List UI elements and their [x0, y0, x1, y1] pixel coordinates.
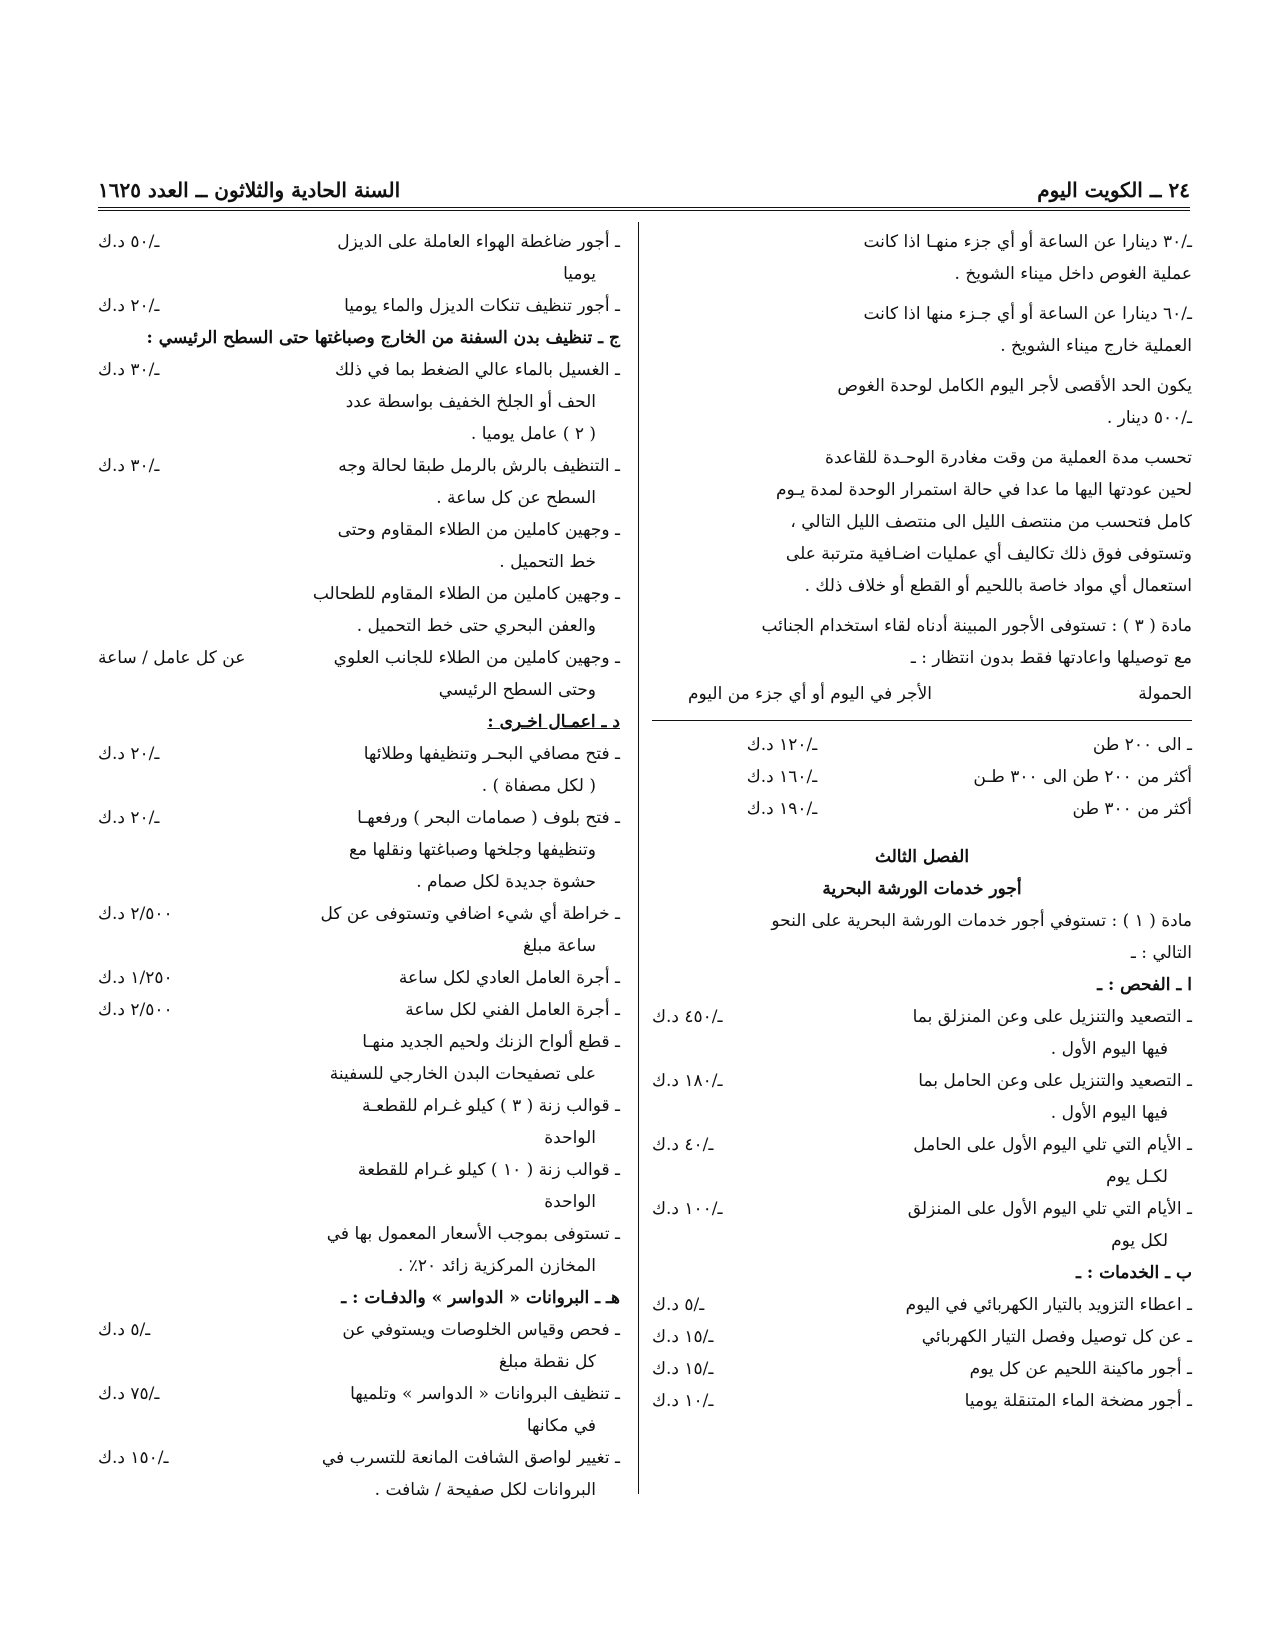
list-item: ـ/٢٠ د.ك ـ فتح مصافي البحـر وتنظيفها وطلائها ( لكل مصفاة ) .	[98, 744, 620, 796]
list-item: ـ قطع ألواح الزنك ولحيم الجديد منهـا على تصفيحات البدن الخارجي للسفينة	[329, 1032, 620, 1084]
duration-paragraph: تحسب مدة العملية من وقت مغادرة الوحـدة للقاعدة لحين عودتها اليها ما عدا في حالة استمرار الوحدة لمدة يـوم كامل فتحسب من منتصف الليل الى منتصف الليل التالي ، وتستوفى فوق ذلك تكاليف أي عمليات اضـافية مترتبة على استعمال أي مواد خاصة باللحيم أو القطع أو خلاف ذلك .	[775, 448, 1192, 596]
list-item: ـ/١٥ د.ك ـ أجور ماكينة اللحيم عن كل يوم	[652, 1359, 1192, 1379]
list-item: ـ قوالب زنة ( ٣ ) كيلو غـرام للقطعـة الواحدة	[362, 1096, 620, 1148]
column-divider	[638, 222, 639, 1494]
section-a-heading: ا ـ الفحص : ـ	[1097, 975, 1192, 995]
section-e-heading: هـ ـ البروانات « الدواسر » والدفـات : ـ	[341, 1288, 620, 1308]
list-item: ـ/٥٠ د.ك ـ أجور ضاغطة الهواء العاملة على الديزل يوميا	[98, 232, 620, 284]
list-item: ـ/١٠٠ د.ك ـ الأيام التي تلي اليوم الأول على المنزلق لكل يوم	[652, 1199, 1192, 1251]
list-item: ١/٢٥٠ د.ك ـ أجرة العامل العادي لكل ساعة	[98, 968, 620, 988]
barge-table-header	[652, 678, 1192, 710]
list-item: ٢/٥٠٠ د.ك ـ أجرة العامل الفني لكل ساعة	[98, 1000, 620, 1020]
list-item: ـ وجهين كاملين من الطلاء المقاوم للطحالب والعفن البحري حتى خط التحميل .	[312, 584, 620, 636]
header-rule	[98, 207, 1190, 211]
list-item: ـ/٢٠ د.ك ـ فتح بلوف ( صمامات البحر ) ورفعهـا وتنظيفها وجلخها وصباغتها ونقلها مع حشوة جديدة لكل صمام .	[98, 808, 620, 892]
issue-info: السنة الحادية والثلاثون ــ العدد ١٦٢٥	[98, 178, 401, 202]
list-item: ـ/٤٠ د.ك ـ الأيام التي تلي اليوم الأول على الحامل لكـل يوم	[652, 1135, 1192, 1187]
list-item: ـ/٥ د.ك ـ اعطاء التزويد بالتيار الكهربائي في اليوم	[652, 1295, 1192, 1315]
section-b-heading: ب ـ الخدمات : ـ	[1075, 1263, 1192, 1283]
table-col-fee: الأجر في اليوم أو أي جزء من اليوم	[687, 684, 932, 704]
page-title: ٢٤ ــ الكويت اليوم	[1037, 178, 1190, 202]
diving-max-rate: يكون الحد الأقصى لأجر اليوم الكامل لوحدة الغوص ـ/٥٠٠ دينار .	[837, 376, 1192, 428]
left-column	[98, 226, 620, 1506]
chapter-subtitle: أجور خدمات الورشة البحرية	[822, 879, 1022, 899]
chapter-title: الفصل الثالث	[874, 847, 970, 867]
table-rule	[652, 720, 1192, 721]
list-item: ـ/٣٠ د.ك ـ التنظيف بالرش بالرمل طبقا لحالة وجه السطح عن كل ساعة .	[98, 456, 620, 508]
list-item: ـ/٧٥ د.ك ـ تنظيف البروانات « الدواسر » وتلميها في مكانها	[98, 1384, 620, 1436]
list-item: ـ/٥ د.ك ـ فحص وقياس الخلوصات ويستوفي عن كل نقطة مبلغ	[98, 1320, 620, 1372]
page-header	[98, 178, 1190, 204]
list-item: ـ/١٥٠ د.ك ـ تغيير لواصق الشافت المانعة للتسرب في البروانات لكل صفيحة / شافت .	[98, 1448, 620, 1500]
list-item: عن كل عامل / ساعة ـ وجهين كاملين من الطلاء للجانب العلوي وحتى السطح الرئيسي	[98, 648, 620, 700]
list-item: ـ/١٠ د.ك ـ أجور مضخة الماء المتنقلة يوميا	[652, 1391, 1192, 1411]
list-item: ـ/٢٠ د.ك ـ أجور تنظيف تنكات الديزل والماء يوميا	[98, 296, 620, 316]
table-row: أكثر من ٣٠٠ طن ـ/١٩٠ د.ك	[746, 799, 1192, 819]
list-item: ـ تستوفى بموجب الأسعار المعمول بها في المخازن المركزية زائد ٢٠٪ .	[326, 1224, 620, 1276]
article-1: مادة ( ١ ) : تستوفي أجور خدمات الورشة البحرية على النحو التالي : ـ	[771, 911, 1192, 963]
list-item: ـ/١٥ د.ك ـ عن كل توصيل وفصل التيار الكهربائي	[652, 1327, 1192, 1347]
section-c-heading: ج ـ تنظيف بدن السفنة من الخارج وصباغتها حتى السطح الرئيسي :	[146, 328, 620, 348]
list-item: ـ/٣٠ د.ك ـ الغسيل بالماء عالي الضغط بما في ذلك الحف أو الجلخ الخفيف بواسطة عدد ( ٢ ) عامل يوميا .	[98, 360, 620, 444]
list-item: ـ قوالب زنة ( ١٠ ) كيلو غـرام للقطعة الواحدة	[357, 1160, 620, 1212]
table-row: أكثر من ٢٠٠ طن الى ٣٠٠ طـن ـ/١٦٠ د.ك	[746, 767, 1192, 787]
article-3: مادة ( ٣ ) : تستوفى الأجور المبينة أدناه لقاء استخدام الجنائب مع توصيلها واعادتها فقط بدون انتظار : ـ	[761, 616, 1192, 668]
list-item: ٢/٥٠٠ د.ك ـ خراطة أي شيء اضافي وتستوفى عن كل ساعة مبلغ	[98, 904, 620, 956]
table-row: ـ الى ٢٠٠ طن ـ/١٢٠ د.ك	[746, 735, 1192, 755]
section-d-heading: د ـ اعمـال اخـرى :	[487, 712, 620, 732]
list-item: ـ/٤٥٠ د.ك ـ التصعيد والتنزيل على وعن المنزلق بما فيها اليوم الأول .	[652, 1007, 1192, 1059]
diving-rate-inside: ـ/٣٠ دينارا عن الساعة أو أي جزء منهـا اذا كانت عملية الغوص داخل ميناء الشويخ .	[863, 232, 1192, 284]
list-item: ـ/١٨٠ د.ك ـ التصعيد والتنزيل على وعن الحامل بما فيها اليوم الأول .	[652, 1071, 1192, 1123]
diving-rate-outside: ـ/٦٠ دينارا عن الساعة أو أي جـزء منها اذا كانت العملية خارج ميناء الشويخ .	[863, 304, 1192, 356]
list-item: ـ وجهين كاملين من الطلاء المقاوم وحتى خط التحميل .	[337, 520, 620, 572]
table-col-load: الحمولة	[1138, 684, 1192, 704]
right-column	[652, 226, 1192, 1417]
